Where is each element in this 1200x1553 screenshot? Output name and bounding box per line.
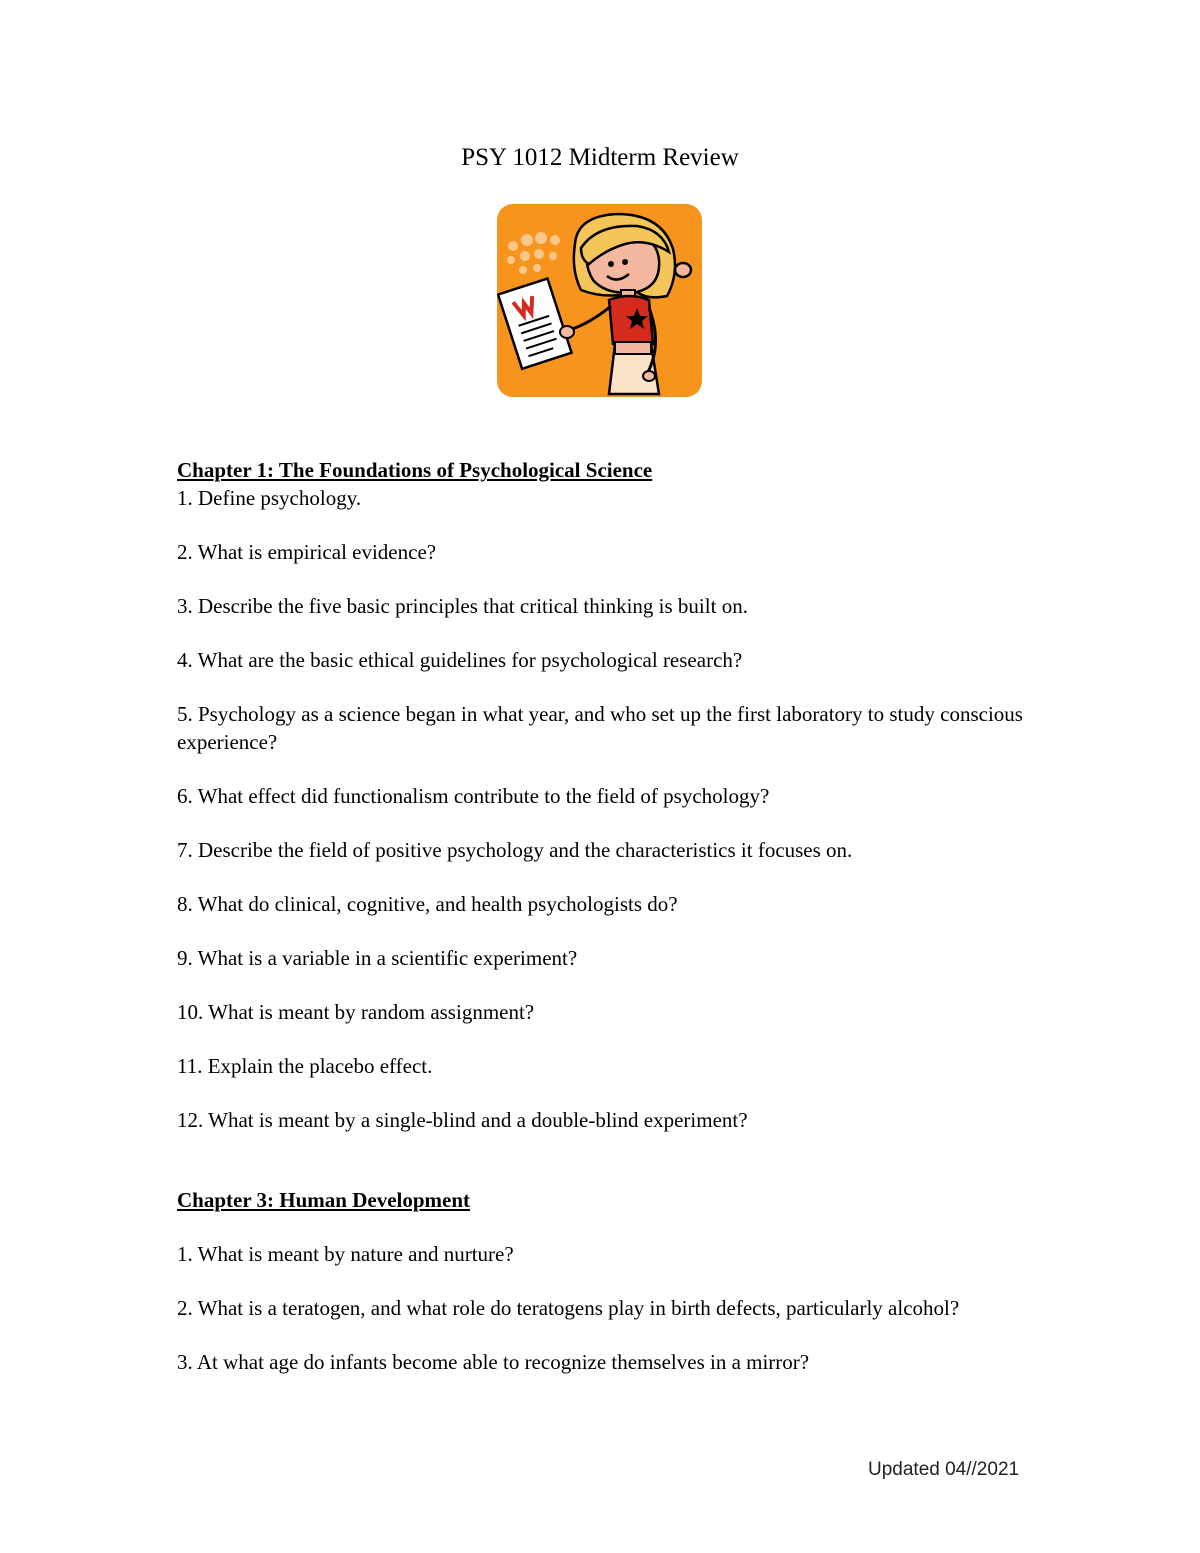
question-item: 1. Define psychology. — [177, 486, 362, 510]
student-with-graded-paper-icon — [497, 204, 702, 397]
question-item: 5. Psychology as a science began in what year, and who set up the first laboratory to study conscious experience? — [177, 702, 1023, 754]
question-item: 12. What is meant by a single-blind and a double-blind experiment? — [177, 1108, 748, 1132]
question-item: 4. What are the basic ethical guidelines for psychological research? — [177, 648, 743, 672]
question-item: 10. What is meant by random assignment? — [177, 1000, 535, 1024]
updated-date-footer: Updated 04//2021 — [868, 1459, 1020, 1480]
document-title: PSY 1012 Midterm Review — [461, 144, 739, 171]
chapter-3-heading: Chapter 3: Human Development — [177, 1188, 471, 1212]
chapter-3-section — [177, 1186, 1037, 1376]
question-item: 9. What is a variable in a scientific experiment? — [177, 946, 578, 970]
chapter-1-heading: Chapter 1: The Foundations of Psychological Science — [177, 458, 653, 482]
question-item: 8. What do clinical, cognitive, and health psychologists do? — [177, 892, 678, 916]
chapter-1-section — [177, 456, 1037, 1134]
question-item: 3. Describe the five basic principles that critical thinking is built on. — [177, 594, 748, 618]
question-item: 3. At what age do infants become able to recognize themselves in a mirror? — [177, 1350, 810, 1374]
question-item: 6. What effect did functionalism contribute to the field of psychology? — [177, 784, 770, 808]
question-item: 11. Explain the placebo effect. — [177, 1054, 433, 1078]
question-item: 2. What is a teratogen, and what role do teratogens play in birth defects, particularly alcohol? — [177, 1296, 960, 1320]
question-item: 7. Describe the field of positive psychology and the characteristics it focuses on. — [177, 838, 853, 862]
question-item: 1. What is meant by nature and nurture? — [177, 1242, 514, 1266]
question-item: 2. What is empirical evidence? — [177, 540, 437, 564]
